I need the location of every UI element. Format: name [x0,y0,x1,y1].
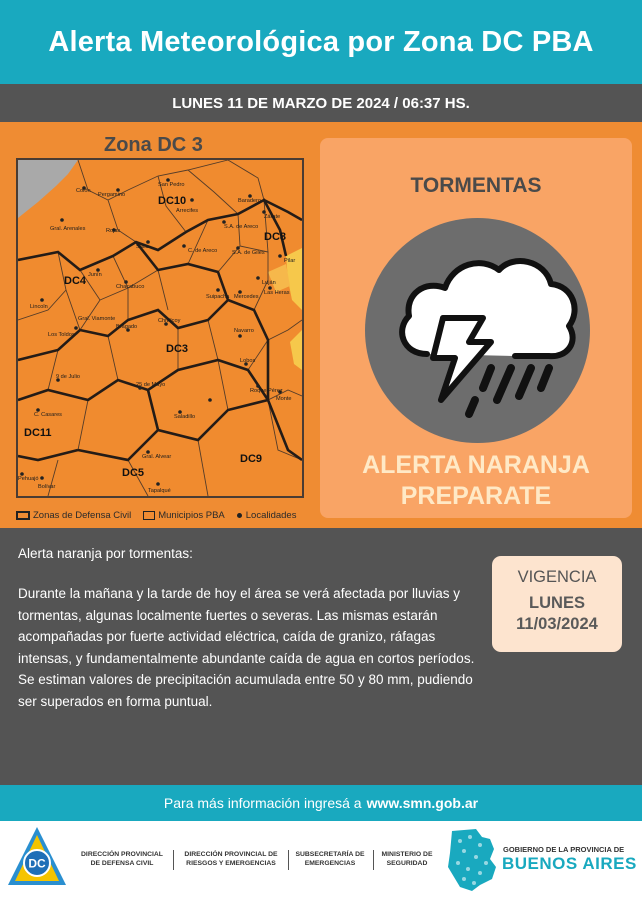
locality-label: Colón [76,188,91,194]
locality-label: Suipacha [206,294,230,300]
map-legend [16,507,316,523]
locality-label: Gral. Alvear [142,454,172,460]
zone-border-swatch [16,511,30,520]
locality-label: Zárate [264,214,281,220]
inst-subsecretaria [290,851,370,868]
zone-label-dc11: DC11 [24,427,52,439]
locality-label: Saladillo [174,414,196,420]
footer-info [0,785,642,821]
vigencia-day: LUNES [529,594,585,612]
separator [173,850,174,870]
locality-label: Chacabuco [116,284,145,290]
government-label: GOBIERNO DE LA PROVINCIA DE [503,845,625,854]
zone-label-dc3: DC3 [166,343,189,355]
locality-label: Arrecifes [176,208,199,214]
locality-label: Mercedes [234,294,259,300]
header [0,0,642,84]
separator [373,850,374,870]
locality-label: Lincoln [30,304,48,310]
inst-riesgos [176,851,286,868]
locality-label: Pilar [284,258,296,264]
alert-level-action: PREPARATE [400,482,552,510]
inst-line: DIRECCIÓN PROVINCIAL DE [184,851,278,858]
description-heading: Alerta naranja por tormentas: [18,546,193,561]
inst-line: DIRECCIÓN PROVINCIAL [81,851,163,858]
vigencia-label: VIGENCIA [517,568,597,586]
inst-line: RIESGOS Y EMERGENCIAS [186,859,276,867]
zone-label-dc8: DC8 [264,231,287,243]
municipio-border-swatch [143,511,155,520]
inst-line: MINISTERIO DE [381,851,433,858]
thunderstorm-icon [365,218,590,443]
vigencia-date: 11/03/2024 [516,615,598,633]
issue-date: LUNES 11 DE MARZO DE 2024 / 06:37 HS. [172,94,470,112]
inst-ministerio [376,851,438,868]
locality-label: Pehuajó [18,476,39,482]
inst-line: SUBSECRETARÍA DE [295,851,365,858]
locality-label: S.A. de Areco [224,224,259,230]
locality-label: Navarro [234,328,254,334]
zone-label-dc10: DC10 [158,195,187,207]
locality-label: Junín [88,272,102,278]
locality-label: Tapalqué [148,488,171,494]
legend-zones: Zonas de Defensa Civil [33,509,132,521]
locality-label: 9 de Julio [56,374,80,380]
inst-line: DE DEFENSA CIVIL [90,859,154,867]
locality-label: Gral. Arenales [50,226,86,232]
footer-link[interactable]: www.smn.gob.ar [366,795,479,811]
footer-text: Para más información ingresá a [163,795,362,811]
description-body: Durante la mañana y la tarde de hoy el área se verá afectada por lluvias y tormentas, algunas localmente fuertes o severas. Las mismas estarán acompañadas por fuerte actividad eléctrica, caída de granizo, ráfagas intensas, y fundamentalmente abundante caída de agua en cortos períodos. Se estiman valores de precipitación acumulada entre 50 y 80 mm, pudiendo ser superados en forma puntual. [18,586,475,709]
locality-label: Pergamino [98,192,126,198]
alert-type: TORMENTAS [410,174,542,197]
locality-label: Roque Pérez [250,388,283,394]
inst-line: EMERGENCIAS [304,859,356,867]
province-name: BUENOS AIRES [502,854,637,873]
locality-label: Chivilcoy [158,318,181,324]
locality-label: Gral. Viamonte [78,316,116,322]
date-bar [0,84,642,122]
locality-label: Monte [276,396,292,402]
locality-label: C. Casares [34,412,62,418]
zone-label-dc5: DC5 [122,467,145,479]
zone-map-svg [18,160,302,496]
inst-line: SEGURIDAD [386,859,428,867]
locality-label: 25 de Mayo [136,382,166,388]
defensa-civil-logo [6,825,68,891]
alert-panel [320,138,632,518]
locality-label: Las Heras [264,290,290,296]
province-map-icon [446,827,498,893]
legend-localidades: Localidades [245,509,297,521]
locality-label: Salto [136,244,149,250]
alert-level [320,450,632,512]
locality-label: Rojas [106,228,121,234]
vigencia-card [492,556,622,652]
zone-map [16,158,304,498]
map-title: Zona DC 3 [104,134,203,156]
alert-level-title: ALERTA NARANJA [362,451,590,479]
locality-dot-swatch [237,513,242,518]
locality-label: C. de Areco [188,248,218,254]
zone-label-dc4: DC4 [64,275,87,287]
zone-label-dc9: DC9 [240,453,263,465]
legend-municipios: Municipios PBA [158,509,225,521]
locality-label: Los Toldos [48,332,75,338]
locality-label: Lobos [240,358,256,364]
locality-label: S.A. de Giles [232,250,265,256]
separator [288,850,289,870]
locality-label: Baradero [238,198,262,204]
locality-label: Luján [262,280,276,286]
dc-badge-text: DC [28,856,46,871]
locality-label: Bragado [116,324,138,330]
logos-bar [0,821,642,900]
page-title: Alerta Meteorológica por Zona DC PBA [48,25,594,58]
inst-defensa-civil [74,851,170,868]
locality-label: San Pedro [158,182,185,188]
locality-label: Bolívar [38,484,56,490]
